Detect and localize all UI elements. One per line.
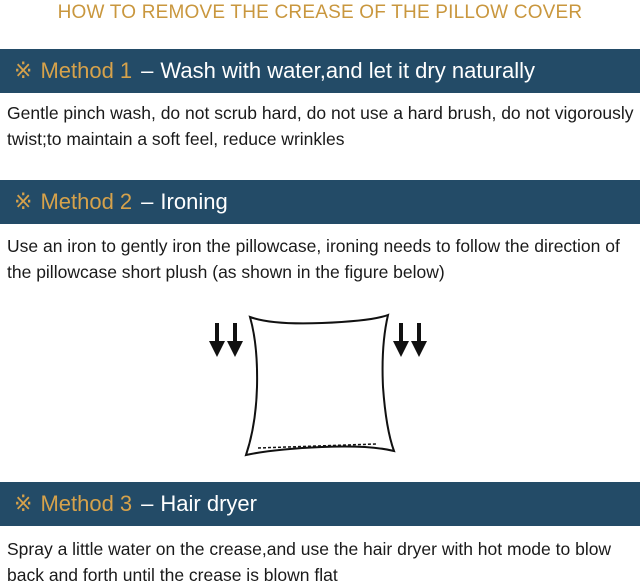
method-2-header [0,180,640,224]
reference-mark-icon: ※ [14,58,33,83]
method-1-title: Wash with water,and let it dry naturally [160,58,535,83]
method-1-dash: – [141,58,154,83]
method-2-dash: – [141,189,154,214]
double-down-arrow-icon [209,323,243,357]
method-1-label: Method 1 [40,58,133,83]
method-3-description: Spray a little water on the crease,and use the hair dryer with hot mode to blow back and forth until the crease is blown flat [7,539,612,585]
method-3-header [0,482,640,526]
method-2-label: Method 2 [40,189,133,214]
page-title: HOW TO REMOVE THE CREASE OF THE PILLOW COVER [57,2,583,23]
method-3-label: Method 3 [40,491,133,516]
method-3-dash: – [141,491,154,516]
method-1-header [0,49,640,93]
method-3-title: Hair dryer [160,491,257,516]
pillow-outline-icon [246,315,394,455]
reference-mark-icon: ※ [14,189,33,214]
method-2-description: Use an iron to gently iron the pillowcase, ironing needs to follow the direction of the pillowcase short plush (as shown in the figure below) [7,236,620,282]
reference-mark-icon: ※ [14,491,33,516]
double-down-arrow-icon [393,323,427,357]
pillow-figure [200,305,440,470]
method-2-title: Ironing [160,189,228,214]
method-1-description: Gentle pinch wash, do not scrub hard, do not use a hard brush, do not vigorously twist;to maintain a soft feel, reduce wrinkles [7,103,634,149]
